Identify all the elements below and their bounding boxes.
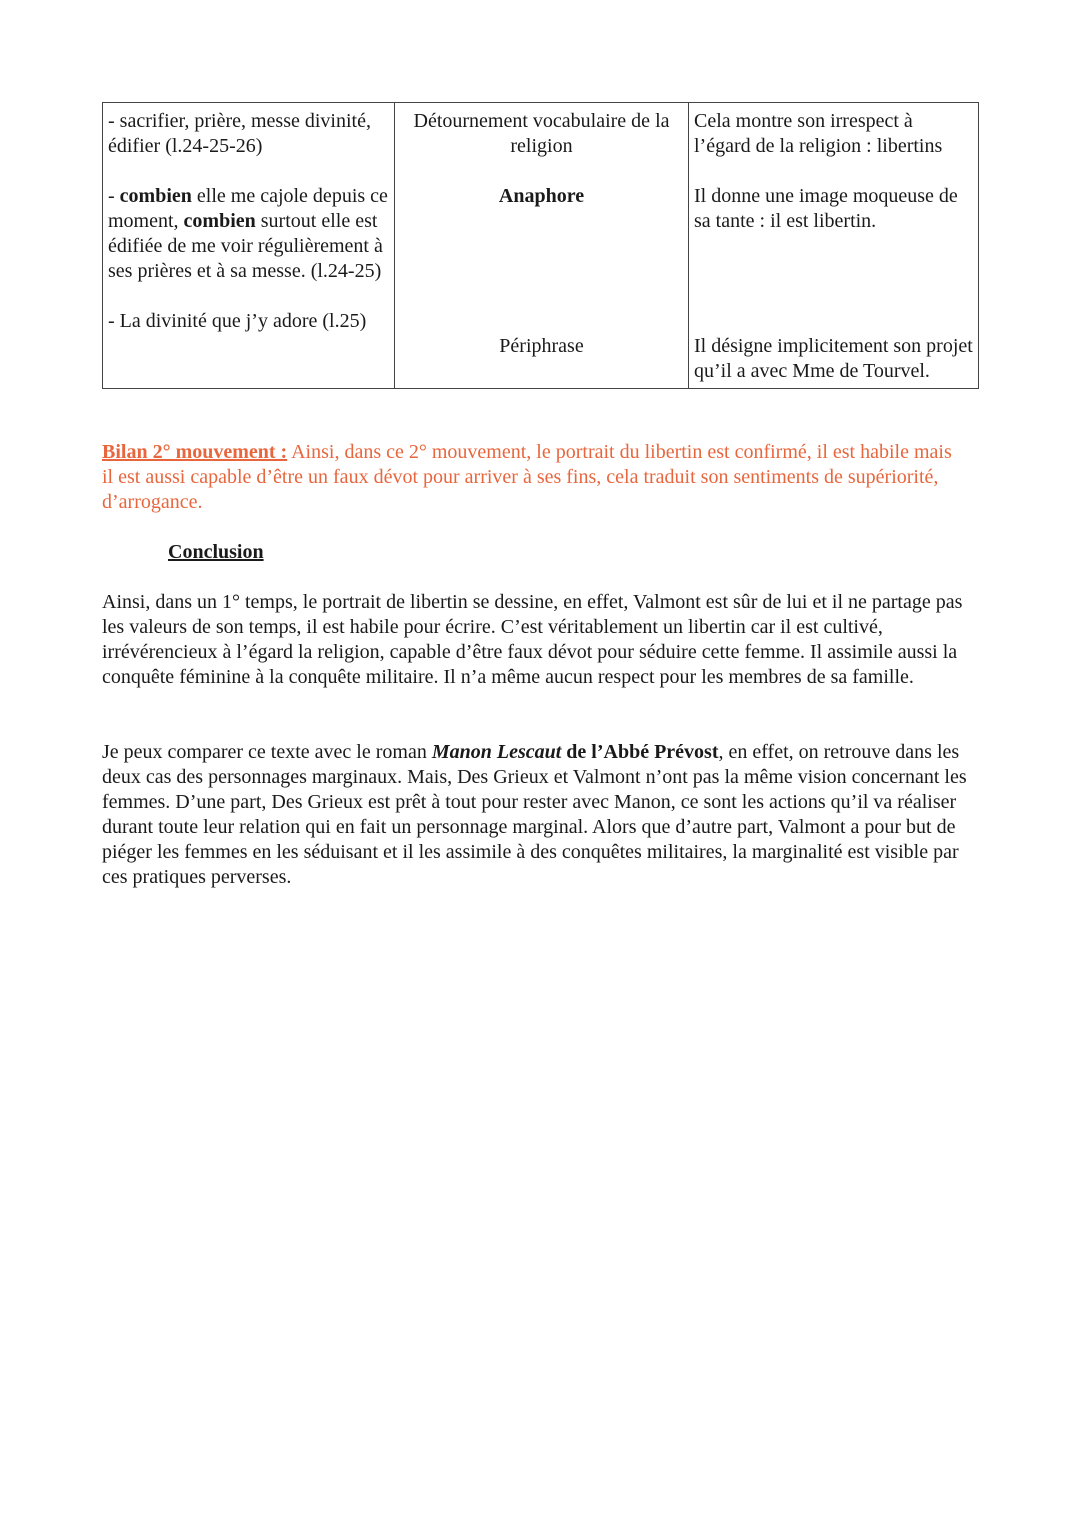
bilan-text: Ainsi, dans ce 2° mouvement, le portrait du libertin est confirmé, il est habile mais il est aussi capable d’être un faux dévot pour arriver à ses fins, cela traduit son sentiments de supériorité, d’arrogance. (102, 441, 952, 513)
emphasis-word: combien (119, 185, 192, 207)
conclusion-paragraph-1: Ainsi, dans un 1° temps, le portrait de libertin se dessine, en effet, Valmont est sûr de lui et il ne partage pas les valeurs de son temps, il est habile pour écrire. C’est véritablement un libertin car il est cultivé, irrévérencieux à l’égard la religion, capable d’être faux dévot pour séduire cette femme. Il assimile aussi la conquête féminine à la conquête militaire. Il n’a même aucun respect pour les membres de sa famille. (102, 591, 963, 688)
citation-3: - La divinité que j’y adore (l.25) (108, 310, 367, 332)
interpretation-1: Cela montre son irrespect à l’égard de la religion : libertins (694, 110, 943, 157)
procede-3: Périphrase (499, 335, 584, 357)
conclusion-title: Conclusion (168, 541, 264, 563)
citation-1: - sacrifier, prière, messe divinité, édifier (l.24-25-26) (108, 110, 371, 157)
interpretation-2: Il donne une image moqueuse de sa tante : il est libertin. (694, 185, 958, 232)
table-row (103, 103, 979, 389)
interpretation-3: Il désigne implicitement son projet qu’il a avec Mme de Tourvel. (694, 335, 973, 382)
table-cell-interpretation (689, 103, 979, 389)
bilan-heading: Bilan 2° mouvement : (102, 441, 288, 463)
table-cell-procede (395, 103, 689, 389)
book-author: de l’Abbé Prévost (561, 741, 719, 763)
table-cell-citation (103, 103, 395, 389)
procede-2: Anaphore (498, 185, 585, 207)
analysis-table (102, 102, 979, 389)
emphasis-word: combien (183, 210, 256, 232)
bilan-paragraph (102, 440, 962, 515)
procede-1: Détournement vocabulaire de la religion (413, 110, 670, 157)
conclusion-paragraph-2: Je peux comparer ce texte avec le roman Manon Lescaut de l’Abbé Prévost, en effet, on retrouve dans les deux cas des personnages marginaux. Mais, Des Grieux et Valmont n’ont pas la même vision concernant les femmes. D’une part, Des Grieux est prêt à tout pour rester avec Manon, ce sont les actions qu’il va réaliser durant toute leur relation qui en fait un personnage marginal. Alors que d’autre part, Valmont a pour but de piéger les femmes en les séduisant et il les assimile à des conquêtes militaires, la marginalité est visible par ces pratiques perverses. (102, 741, 967, 888)
book-title: Manon Lescaut (431, 741, 562, 763)
citation-2: - combien elle me cajole depuis ce moment, combien surtout elle est édifiée de me voir régulièrement à ses prières et à sa messe. (l.24-25) (108, 185, 388, 282)
